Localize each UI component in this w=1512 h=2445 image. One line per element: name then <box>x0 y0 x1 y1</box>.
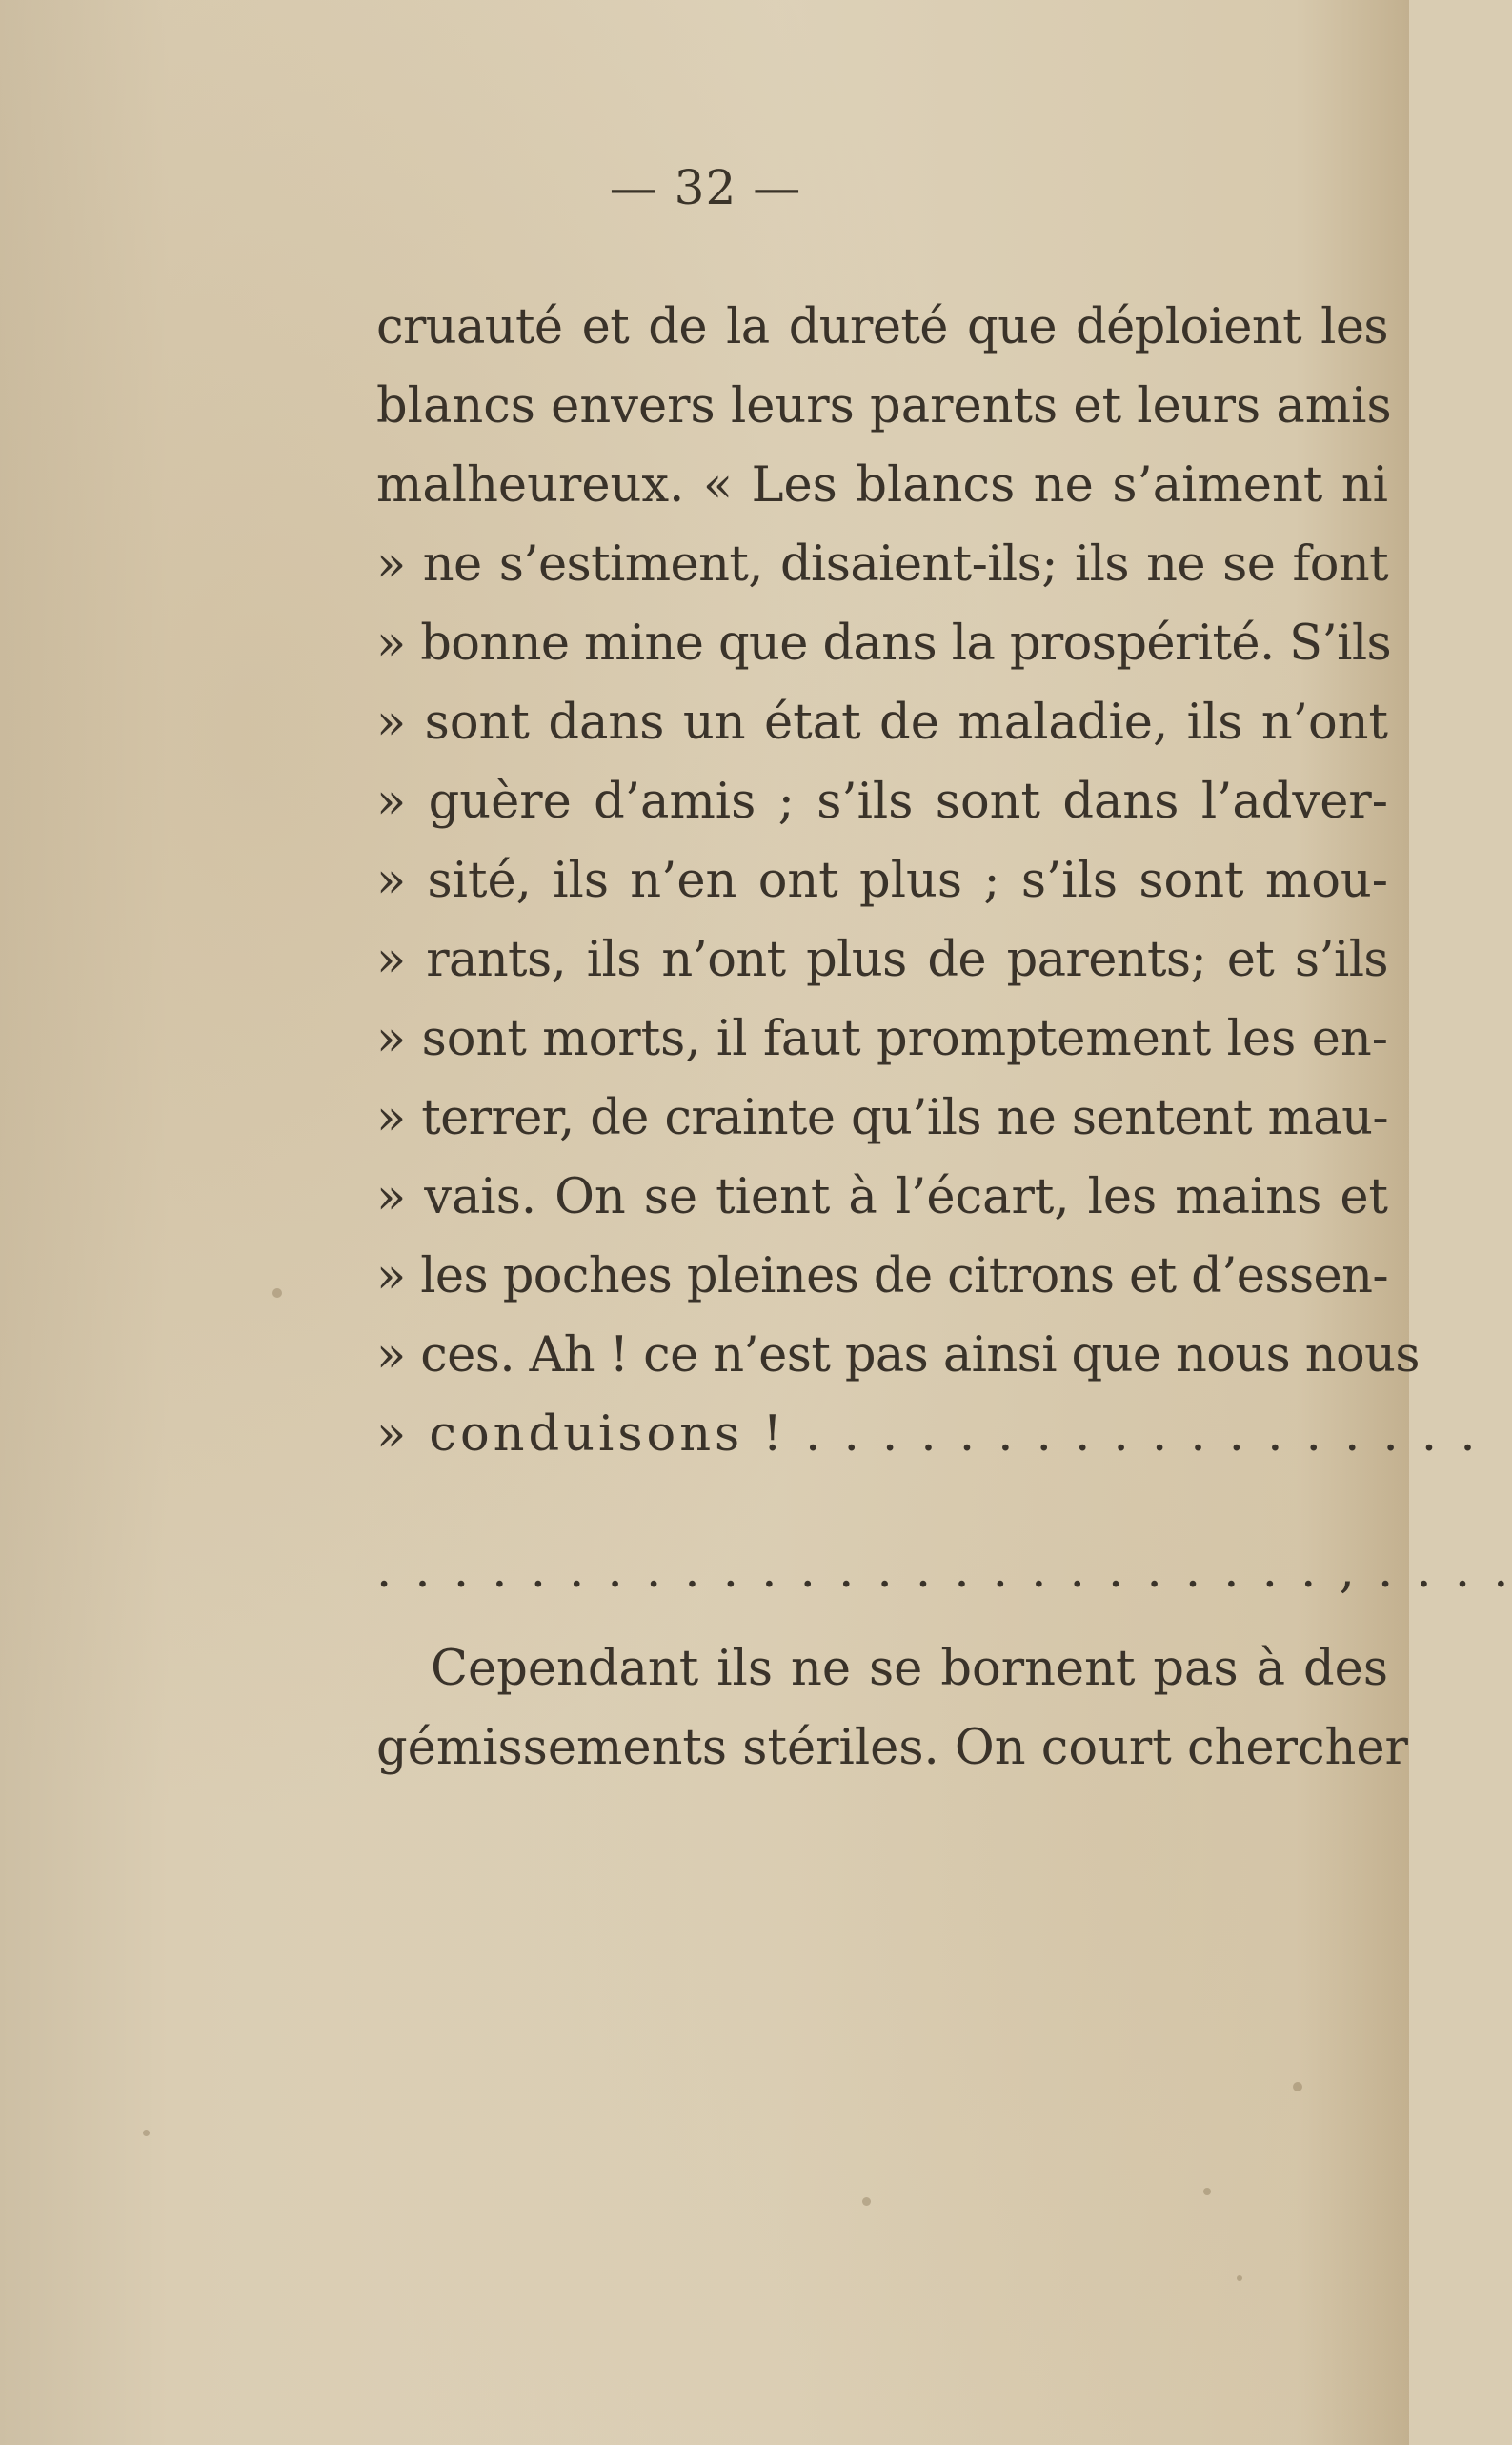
text-line: Cependant ils ne se bornent pas à des <box>431 1641 1388 1697</box>
page-number: — 32 — <box>609 160 802 215</box>
text-line: malheureux. « Les blancs ne s’aiment ni <box>376 457 1388 514</box>
text-line: » bonne mine que dans la prospérité. S’ils <box>376 616 1392 672</box>
text-line: cruauté et de la dureté que déploient les <box>376 299 1388 355</box>
body-text <box>376 288 1512 1788</box>
text-line: » rants, ils n’ont plus de parents; et s’ils <box>376 932 1388 988</box>
text-line: » conduisons ! . . . . . . . . . . . . . . . . . . <box>376 1406 1480 1463</box>
text-line: blancs envers leurs parents et leurs amis <box>376 378 1392 434</box>
paper-speck <box>272 1288 282 1298</box>
text-line: gémissements stériles. On court chercher <box>376 1720 1408 1776</box>
text-line: » vais. On se tient à l’écart, les mains et <box>376 1169 1388 1225</box>
text-line: » ces. Ah ! ce n’est pas ainsi que nous nous <box>376 1327 1420 1384</box>
text-line: » guère d’amis ; s’ils sont dans l’adver- <box>376 774 1388 830</box>
paper-speck <box>1237 2275 1242 2281</box>
text-line: » terrer, de crainte qu’ils ne sentent mau- <box>376 1090 1388 1146</box>
ellipsis-line: . . . . . . . . . . . . . . . . . . . . . . . . . , . . . . <box>376 1543 1512 1599</box>
paper-speck <box>862 2197 871 2206</box>
text-line: » sont morts, il faut promptement les en- <box>376 1011 1388 1067</box>
paper-speck <box>1203 2188 1211 2195</box>
paper-speck <box>1293 2082 1302 2091</box>
text-line: » sont dans un état de maladie, ils n’ont <box>376 695 1388 751</box>
text-line: » sité, ils n’en ont plus ; s’ils sont mou- <box>376 853 1388 909</box>
paper-speck <box>143 2130 150 2136</box>
text-line: » ne s’estiment, disaient-ils; ils ne se font <box>376 536 1388 593</box>
text-line: » les poches pleines de citrons et d’essen- <box>376 1248 1388 1304</box>
